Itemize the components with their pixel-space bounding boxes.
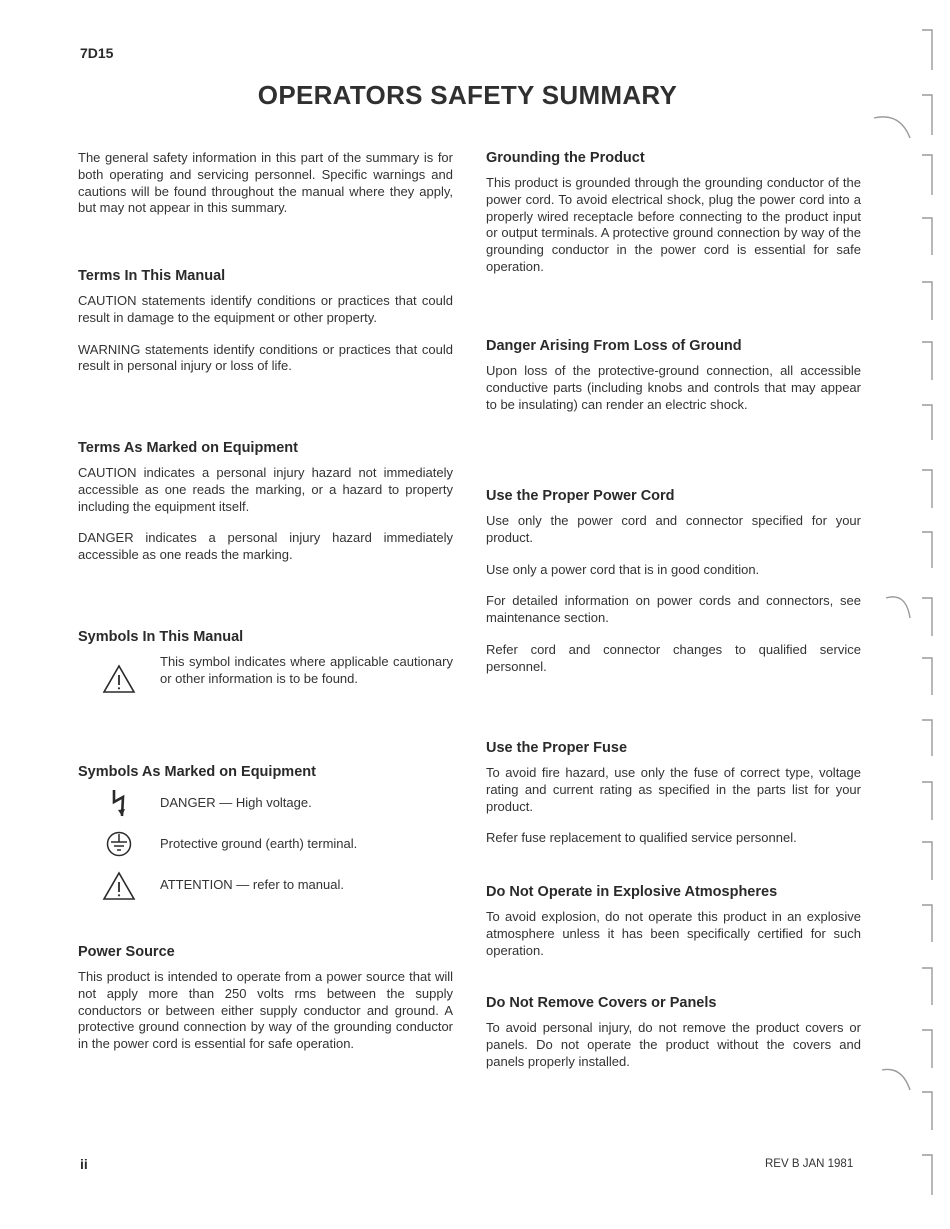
model-number: 7D15 [80,45,114,61]
caution-marking-paragraph: CAUTION indicates a personal injury hazard not immediately accessible as one reads the marking, or a hazard to property including the equipment itself. [78,465,453,514]
power-cord-heading: Use the Proper Power Cord [486,488,675,504]
symbols-equipment-section [78,764,453,915]
covers-heading: Do Not Remove Covers or Panels [486,995,717,1011]
power-cord-paragraph-4: Refer cord and connector changes to qualified service personnel. [486,641,861,674]
terms-manual-heading: Terms In This Manual [78,268,226,284]
attention-text: ATTENTION — refer to manual. [160,877,344,892]
loss-ground-heading: Danger Arising From Loss of Ground [486,338,742,354]
power-cord-section [486,488,861,691]
fuse-paragraph-1: To avoid fire hazard, use only the fuse of correct type, voltage rating and current rating as specified in the parts list for your product. [486,765,861,814]
ground-terminal-icon [78,831,160,857]
warning-triangle-icon [78,654,160,694]
loss-ground-paragraph: Upon loss of the protective-ground connection, all accessible conductive parts (including knobs and controls that may appear to be insulating) can render an electric shock. [486,363,861,412]
terms-manual-section [78,268,453,390]
fuse-paragraph-2: Refer fuse replacement to qualified service personnel. [486,830,797,846]
explosive-paragraph: To avoid explosion, do not operate this product in an explosive atmosphere unless it has been specifically certified for such operation. [486,909,861,958]
covers-paragraph: To avoid personal injury, do not remove the product covers or panels. Do not operate the product without the covers and panels properly installed. [486,1020,861,1069]
power-source-heading: Power Source [78,944,175,960]
grounding-section [486,150,861,291]
ground-terminal-text: Protective ground (earth) terminal. [160,836,358,851]
danger-marking-paragraph: DANGER indicates a personal injury hazard immediately accessible as one reads the marking. [78,530,453,563]
page-title: OPERATORS SAFETY SUMMARY [257,80,678,110]
revision-date: REV B JAN 1981 [765,1158,854,1170]
symbols-manual-heading: Symbols In This Manual [78,629,244,645]
intro-section [78,150,453,232]
power-cord-paragraph-3: For detailed information on power cords and connectors, see maintenance section. [486,593,861,626]
warning-statement-paragraph: WARNING statements identify conditions or practices that could result in personal injury or loss of life. [78,341,453,374]
high-voltage-row [78,789,453,817]
intro-paragraph: The general safety information in this part of the summary is for both operating and servicing personnel. Specific warnings and cautions will be found throughout the manual where they apply, but may not appear in this summary. [78,150,453,216]
power-source-section [78,944,453,1068]
grounding-heading: Grounding the Product [486,150,645,166]
high-voltage-text: DANGER — High voltage. [160,795,312,810]
fuse-section [486,740,861,862]
grounding-paragraph: This product is grounded through the grounding conductor of the power cord. To avoid electrical shock, plug the power cord into a properly wired receptacle before connecting to the product input or output terminals. A protective ground connection by way of the grounding conductor in the power cord is essential for safe operation. [486,175,861,274]
high-voltage-icon [78,789,160,817]
explosive-section [486,884,861,974]
terms-equipment-heading: Terms As Marked on Equipment [78,440,298,456]
page-number: ii [80,1156,88,1172]
edge-tab-marks [870,0,950,1229]
terms-equipment-section [78,440,453,579]
power-cord-paragraph-1: Use only the power cord and connector specified for your product. [486,513,861,545]
fuse-heading: Use the Proper Fuse [486,740,628,756]
power-source-paragraph: This product is intended to operate from a power source that will not apply more than 250 volts rms between the supply conductors or between either supply conductor and ground. A protective ground connection by way of the grounding conductor in the power cord is essential for safe operation. [78,969,453,1052]
power-cord-paragraph-2: Use only a power cord that is in good condition. [486,561,760,577]
caution-statement-paragraph: CAUTION statements identify conditions or practices that could result in damage to the equipment or other property. [78,293,453,325]
attention-row [78,871,453,901]
loss-ground-section [486,338,861,428]
symbols-equipment-heading: Symbols As Marked on Equipment [78,764,316,780]
ground-terminal-row [78,831,453,857]
covers-section [486,995,861,1085]
caution-symbol-row [78,654,453,694]
symbols-manual-section [78,629,453,708]
caution-symbol-text: This symbol indicates where applicable cautionary or other information is to be found. [160,654,453,686]
explosive-heading: Do Not Operate in Explosive Atmospheres [486,884,778,900]
attention-triangle-icon [78,871,160,901]
